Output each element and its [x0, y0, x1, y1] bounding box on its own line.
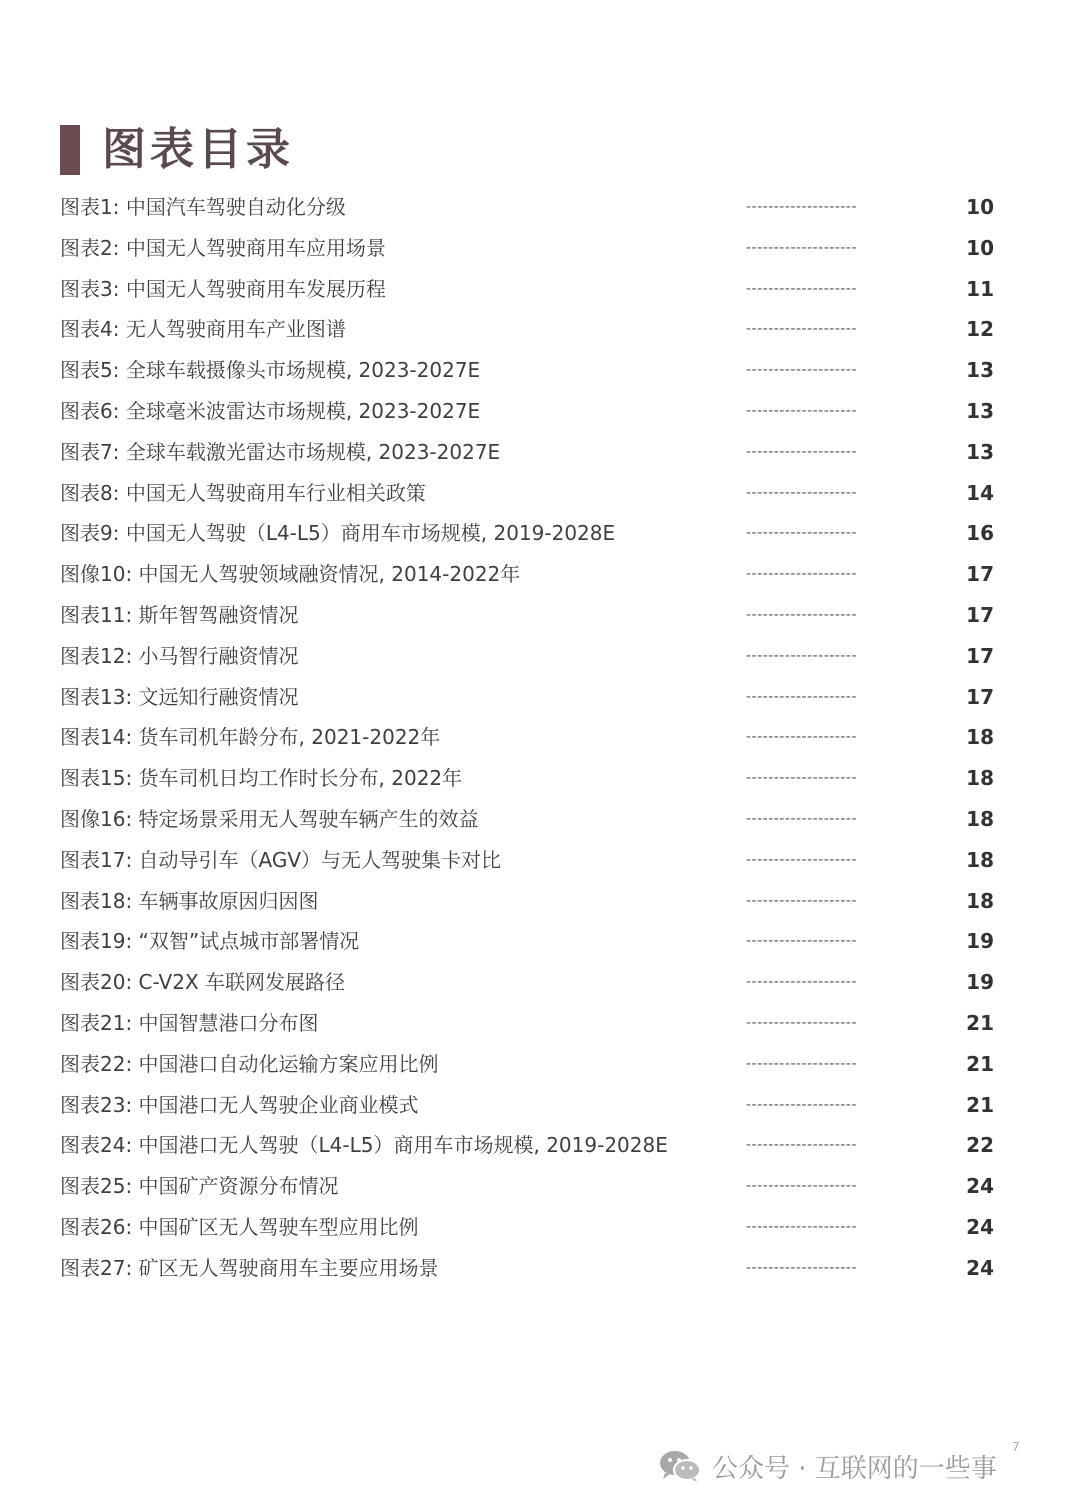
toc-leader: --------------------: [746, 443, 858, 460]
toc-entry-label: 图表6: 全球毫米波雷达市场规模, 2023-2027E: [60, 398, 481, 423]
toc-entry[interactable]: [0, 1003, 1080, 1044]
toc-entry[interactable]: [0, 677, 1080, 718]
page-number: 7: [1012, 1440, 1020, 1454]
toc-entry-page: 17: [966, 643, 994, 668]
toc-entry-page: 21: [966, 1051, 994, 1076]
watermark: [658, 1446, 997, 1486]
toc-entry[interactable]: [0, 717, 1080, 758]
toc-leader: --------------------: [746, 729, 858, 746]
toc-entry-page: 10: [966, 195, 994, 219]
toc-entry-label: 图表26: 中国矿区无人驾驶车型应用比例: [60, 1214, 419, 1239]
toc-entry[interactable]: [0, 1248, 1080, 1289]
toc-entry-page: 16: [966, 521, 994, 546]
section-title: [60, 122, 294, 178]
toc-leader: --------------------: [746, 851, 858, 868]
toc-leader: --------------------: [746, 688, 858, 705]
toc-entry[interactable]: [0, 921, 1080, 962]
toc-entry-label: 图表18: 车辆事故原因归因图: [60, 888, 319, 913]
toc-entry[interactable]: [0, 309, 1080, 350]
page-title: 图表目录: [102, 124, 294, 175]
toc-entry-page: 18: [966, 806, 994, 831]
toc-entry-label: 图表1: 中国汽车驾驶自动化分级: [60, 195, 346, 219]
toc-entry[interactable]: [0, 391, 1080, 432]
toc-entry[interactable]: [0, 1085, 1080, 1126]
toc-entry[interactable]: [0, 432, 1080, 473]
toc-list: [0, 187, 1080, 1289]
toc-entry-page: 14: [966, 480, 994, 505]
toc-entry-page: 18: [966, 888, 994, 913]
watermark-text: 公众号 · 互联网的一些事: [712, 1453, 997, 1484]
toc-leader: --------------------: [746, 1096, 858, 1113]
toc-entry-page: 13: [966, 439, 994, 464]
toc-entry[interactable]: [0, 758, 1080, 799]
toc-leader: --------------------: [746, 770, 858, 787]
toc-entry-page: 18: [966, 725, 994, 750]
toc-leader: --------------------: [746, 1014, 858, 1031]
toc-entry-page: 24: [966, 1174, 994, 1199]
toc-entry-label: 图表2: 中国无人驾驶商用车应用场景: [60, 235, 386, 260]
toc-entry-label: 图表27: 矿区无人驾驶商用车主要应用场景: [60, 1255, 439, 1280]
toc-leader: --------------------: [746, 239, 858, 256]
toc-leader: --------------------: [746, 1218, 858, 1235]
toc-entry[interactable]: [0, 228, 1080, 269]
toc-entry-label: 图像10: 中国无人驾驶领域融资情况, 2014-2022年: [60, 562, 521, 587]
toc-entry-label: 图表7: 全球车载激光雷达市场规模, 2023-2027E: [60, 439, 501, 464]
toc-leader: --------------------: [746, 647, 858, 664]
toc-leader: --------------------: [746, 321, 858, 338]
toc-entry-page: 21: [966, 1092, 994, 1117]
toc-entry-label: 图表9: 中国无人驾驶（L4-L5）商用车市场规模, 2019-2028E: [60, 521, 616, 546]
toc-entry-label: 图表3: 中国无人驾驶商用车发展历程: [60, 276, 386, 301]
toc-leader: --------------------: [746, 1178, 858, 1195]
toc-entry-label: 图像16: 特定场景采用无人驾驶车辆产生的效益: [60, 806, 479, 831]
toc-entry[interactable]: [0, 513, 1080, 554]
toc-leader: --------------------: [746, 606, 858, 623]
toc-leader: --------------------: [746, 402, 858, 419]
toc-entry[interactable]: [0, 962, 1080, 1003]
toc-entry[interactable]: [0, 595, 1080, 636]
toc-entry-page: 18: [966, 766, 994, 791]
toc-entry-page: 11: [966, 276, 994, 301]
toc-entry[interactable]: [0, 1044, 1080, 1085]
toc-entry-label: 图表11: 斯年智驾融资情况: [60, 602, 299, 627]
toc-entry[interactable]: [0, 187, 1080, 228]
toc-entry-label: 图表15: 货车司机日均工作时长分布, 2022年: [60, 766, 463, 791]
toc-leader: --------------------: [746, 974, 858, 991]
toc-entry-page: 12: [966, 317, 994, 342]
toc-entry-label: 图表13: 文远知行融资情况: [60, 684, 299, 709]
toc-entry[interactable]: [0, 473, 1080, 514]
toc-entry[interactable]: [0, 840, 1080, 881]
toc-leader: --------------------: [746, 810, 858, 827]
toc-entry[interactable]: [0, 636, 1080, 677]
toc-leader: --------------------: [746, 525, 858, 542]
toc-entry-label: 图表24: 中国港口无人驾驶（L4-L5）商用车市场规模, 2019-2028E: [60, 1133, 668, 1158]
toc-entry[interactable]: [0, 269, 1080, 310]
toc-entry[interactable]: [0, 1207, 1080, 1248]
toc-entry-label: 图表8: 中国无人驾驶商用车行业相关政策: [60, 480, 426, 505]
toc-leader: --------------------: [746, 892, 858, 909]
toc-entry-page: 13: [966, 398, 994, 423]
toc-entry[interactable]: [0, 799, 1080, 840]
toc-entry-page: 24: [966, 1214, 994, 1239]
toc-entry-page: 13: [966, 358, 994, 383]
toc-entry-page: 10: [966, 235, 994, 260]
toc-entry-label: 图表23: 中国港口无人驾驶企业商业模式: [60, 1092, 419, 1117]
toc-leader: --------------------: [746, 199, 858, 215]
toc-entry-label: 图表12: 小马智行融资情况: [60, 643, 299, 668]
toc-entry-page: 17: [966, 602, 994, 627]
toc-entry-label: 图表14: 货车司机年龄分布, 2021-2022年: [60, 725, 441, 750]
toc-entry-label: 图表21: 中国智慧港口分布图: [60, 1010, 319, 1035]
toc-entry[interactable]: [0, 881, 1080, 922]
toc-entry[interactable]: [0, 1166, 1080, 1207]
toc-leader: --------------------: [746, 1259, 858, 1276]
toc-leader: --------------------: [746, 362, 858, 379]
toc-entry-page: 22: [966, 1133, 994, 1158]
toc-entry-label: 图表20: C-V2X 车联网发展路径: [60, 970, 346, 995]
toc-entry-label: 图表22: 中国港口自动化运输方案应用比例: [60, 1051, 439, 1076]
toc-entry-page: 17: [966, 684, 994, 709]
toc-leader: --------------------: [746, 1055, 858, 1072]
toc-entry-page: 19: [966, 929, 994, 954]
toc-entry-label: 图表25: 中国矿产资源分布情况: [60, 1174, 339, 1199]
toc-entry-page: 18: [966, 847, 994, 872]
title-accent-bar: [60, 125, 80, 175]
toc-entry[interactable]: [0, 554, 1080, 595]
toc-leader: --------------------: [746, 280, 858, 297]
toc-entry-label: 图表4: 无人驾驶商用车产业图谱: [60, 317, 346, 342]
wechat-icon: [658, 1449, 702, 1483]
toc-leader: --------------------: [746, 484, 858, 501]
toc-entry-label: 图表17: 自动导引车（AGV）与无人驾驶集卡对比: [60, 847, 502, 872]
toc-entry-label: 图表19: “双智”试点城市部署情况: [60, 929, 360, 954]
toc-leader: --------------------: [746, 1137, 858, 1154]
toc-leader: --------------------: [746, 566, 858, 583]
toc-entry-page: 24: [966, 1255, 994, 1280]
toc-entry-label: 图表5: 全球车载摄像头市场规模, 2023-2027E: [60, 358, 481, 383]
toc-leader: --------------------: [746, 933, 858, 950]
toc-entry[interactable]: [0, 350, 1080, 391]
toc-entry[interactable]: [0, 1125, 1080, 1166]
toc-entry-page: 19: [966, 970, 994, 995]
toc-entry-page: 17: [966, 562, 994, 587]
toc-entry-page: 21: [966, 1010, 994, 1035]
